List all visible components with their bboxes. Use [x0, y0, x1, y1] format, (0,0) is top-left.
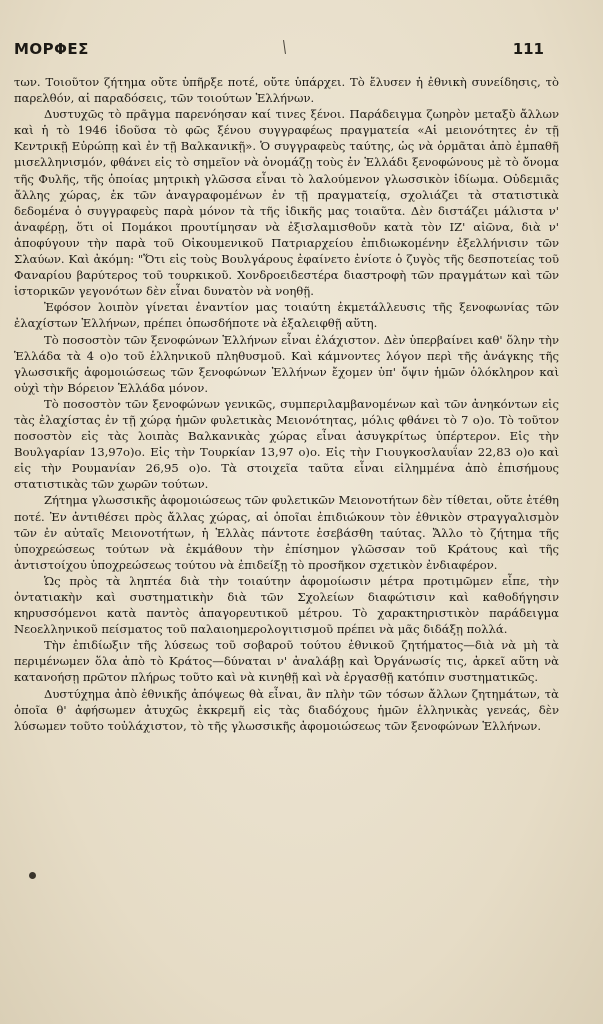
paragraph: Ζήτημα γλωσσικῆς ἀφομοιώσεως τῶν φυλετικῶν Μειονοτήτων δὲν τίθεται, οὔτε ἐτέθη ποτέ. Ἐν ἀντιθέσει πρὸς ἄλλας χώρας, αἱ ὁποῖαι ἐπιδιώκουν τὸν ἐθνικὸν στραγγαλισμὸν τῶν ἐν αὐταῖς Μειονοτήτων, ἡ Ἑλλὰς πάντοτε ἐσεβάσθη ταύτας. Ἄλλο τὸ ζήτημα τῆς ὑποχρεώσεως τούτων νὰ ἐκμάθουν τὴν ἐπίσημον γλῶσσαν τοῦ Κράτους καὶ τῆς ἀντιστοίχου ὑποχρεώσεως τούτου νὰ ἐπιδείξῃ τὸ προσῆκον σχετικὸν ἐνδιαφέρον. — [14, 493, 559, 572]
page-number: 111 — [512, 40, 544, 58]
paragraph: Ἐφόσον λοιπὸν γίνεται ἐναντίον μας τοιαύτη ἐκμετάλλευσις τῆς ξενοφωνίας τῶν ἐλαχίστων Ἑλλήνων, πρέπει ὁπωσδήποτε νὰ ἐξαλειφθῇ αὕτη. — [14, 300, 559, 331]
paragraph: Τὸ ποσοστὸν τῶν ξενοφώνων γενικῶς, συμπεριλαμβανομένων καὶ τῶν ἀνηκόντων εἰς τὰς ἐλαχίστας ἐν τῇ χώρᾳ ἡμῶν φυλετικὰς Μειονότητας, μόλις φθάνει τὸ 7 ο)ο. Τὸ τοῦτον ποσοστὸν εἰς τὰς λοιπὰς Βαλκανικὰς χώρας εἶναι ἀσυγκρίτως ὑπέρτερον. Εἰς τὴν Βουλγαρίαν 13,97ο)ο. Εἰς τὴν Τουρκίαν 13,97 ο)ο. Εἰς τὴν Γιουγκοσλαυΐαν 22,83 ο)ο καὶ εἰς τὴν Ρουμανίαν 26,95 ο)ο. Τὰ στοιχεῖα ταῦτα εἶναι εἰλημμένα ἀπὸ ἐπισήμους στατιστικὰς τῶν χωρῶν τούτων. — [14, 396, 559, 492]
running-head — [14, 40, 544, 58]
journal-title: ΜΟΡΦΕΣ — [14, 40, 89, 58]
paragraph: των. Τοιοῦτον ζήτημα οὔτε ὑπῆρξε ποτέ, οὔτε ὑπάρχει. Τὸ ἔλυσεν ἡ ἐθνικὴ συνείδησις, τὸ παρελθόν, αἱ παραδόσεις, τῶν τοιούτων Ἑλλήνων. — [14, 75, 559, 106]
paragraph: Δυστυχῶς τὸ πρᾶγμα παρενόησαν καί τινες ξένοι. Παράδειγμα ζωηρὸν μεταξὺ ἄλλων καὶ ἡ τὸ 1946 ἰδοῦσα τὸ φῶς ξένου συγγραφέως πραγματεία «Αἱ μειονότητες ἐν τῇ Κεντρικῇ Εὐρώπῃ καὶ ἐν τῇ Βαλκανικῇ». Ὁ συγγραφεὺς ταύτης, ὡς νὰ ὁρμᾶται ἀπὸ ἐμπαθῆ μισελληνισμόν, φθάνει εἰς τὸ σημεῖον νὰ ὀνομάζῃ τοὺς ἐν Ἑλλάδι ξενοφώνους μὲ τὸ ὄνομα τῆς Φυλῆς, τῆς ὁποίας μητρικὴ γλῶσσα εἶναι τὸ λαλούμενον γλωσσικὸν ἰδίωμα. Οὐδεμιᾶς ἄλλης χώρας, ἐκ τῶν ἀναγραφομένων ἐν τῇ πραγματείᾳ, σχολιάζει τὰ στατιστικὰ δεδομένα ὁ συγγραφεὺς παρὰ μόνον τὰ τῆς ἰδικῆς μας τοιαῦτα. Δὲν διστάζει μάλιστα ν' ἀναφέρῃ, ὅτι οἱ Πομάκοι προυτίμησαν νὰ ἐξισλαμισθοῦν κατὰ τὸν ΙΖ' αἰῶνα, διὰ ν' ἀποφύγουν τὴν παρὰ τοῦ Οἰκουμενικοῦ Πατριαρχείου ἐπιδιωκομένην ἐξελλήνισιν τῶν Σλαύων. Καὶ ἀκόμη: "Ὅτι εἰς τοὺς Βουλγάρους ἐφαίνετο ἐνίοτε ὁ ζυγὸς τῆς δεσποτείας τοῦ Φαναρίου βαρύτερος τοῦ τουρκικοῦ. Χονδροειδεστέρα διαστροφὴ τῶν πραγμάτων καὶ τῶν ἱστορικῶν γεγονότων δὲν εἶναι δυνατὸν νὰ νοηθῇ. — [14, 107, 559, 299]
paragraph: Τὴν ἐπιδίωξιν τῆς λύσεως τοῦ σοβαροῦ τούτου ἐθνικοῦ ζητήματος—διὰ νὰ μὴ τὰ περιμένωμεν ὅλα ἀπὸ τὸ Κράτος—δύναται ν' ἀναλάβῃ καὶ Ὀργάνωσίς τις, ἀρκεῖ αὕτη νὰ κατανοήσῃ πρῶτον πλήρως τοῦτο καὶ νὰ κινηθῇ καὶ νὰ ἐργασθῇ κατόπιν συστηματικῶς. — [14, 638, 559, 685]
article-body — [14, 74, 559, 734]
paragraph: Τὸ ποσοστὸν τῶν ξενοφώνων Ἑλλήνων εἶναι ἐλάχιστον. Δὲν ὑπερβαίνει καθ' ὅλην τὴν Ἑλλάδα τὰ 4 ο)ο τοῦ ἑλληνικοῦ πληθυσμοῦ. Καὶ κάμνοντες λόγον περὶ τῆς ἀνάγκης τῆς γλωσσικῆς ἀφομοιώσεως τῶν ξενοφώνων Ἑλλήνων ἔχομεν ὑπ' ὄψιν ἡμῶν ὁλόκληρον καὶ οὐχὶ τὴν Βόρειον Ἑλλάδα μόνον. — [14, 332, 559, 395]
paragraph: Δυστύχημα ἀπὸ ἐθνικῆς ἀπόψεως θὰ εἶναι, ἂν πλὴν τῶν τόσων ἄλλων ζητημάτων, τὰ ὁποῖα θ' ἀφήσωμεν ἀτυχῶς ἐκκρεμῆ εἰς τὰς διαδόχους ἡμῶν ἑλληνικὰς γενεάς, δὲν λύσωμεν τοῦτο τοὐλάχιστον, τὸ τῆς γλωσσικῆς ἀφομοιώσεως τῶν ξενοφώνων Ἑλλήνων. — [14, 686, 559, 733]
ink-dot — [29, 872, 36, 879]
paragraph: Ὡς πρὸς τὰ ληπτέα διὰ τὴν τοιαύτην ἀφομοίωσιν μέτρα προτιμῶμεν εἶπε, τὴν ὀντατιακὴν καὶ συστηματικὴν διὰ τῶν Σχολείων διαφώτισιν καὶ καθοδήγησιν κηρυσσόμενοι κατὰ παντὸς ἀπαγορευτικοῦ μέτρου. Τὸ χαρακτηριστικὸν παράδειγμα Νεοελληνικοῦ πείσματος τοῦ παλαιοημερολογιτισμοῦ πρέπει νὰ μᾶς διδάξῃ πολλά. — [14, 573, 559, 637]
